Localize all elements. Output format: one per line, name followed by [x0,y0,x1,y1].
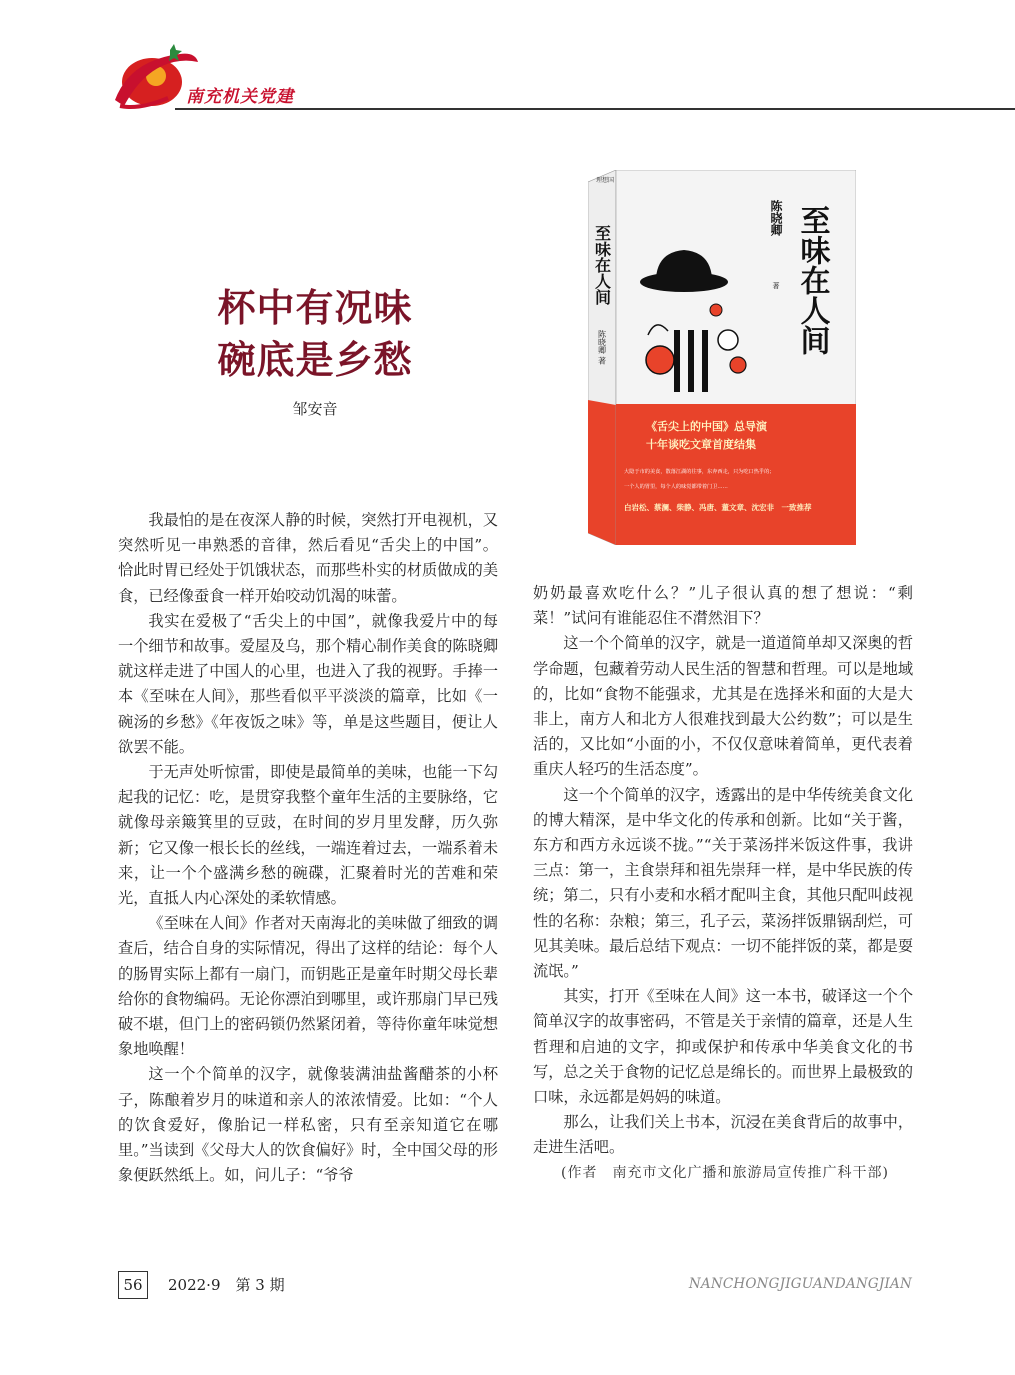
book-blurb-line-1: 大隐于市的美食，散落江湖的往事，东奔西走，只为吃口热乎的； [624,469,775,475]
article-paragraph: 这一个个简单的汉字，透露出的是中华传统美食文化的博大精深，是中华文化的传承和创新。比如“关于酱，东方和西方永远谈不拢。”“关于菜汤拌米饭这件事，我讲三点：第一，主食崇拜和祖先崇拜一样，是中华民族的传统；第二，只有小麦和水稻才配叫主食，其他只配叫歧视性的名称：杂粮；第三，孔子云，菜汤拌饭鼎锅刮烂，可见其美味。最后总结下观点：一切不能拌饭的菜，都是耍流氓。” [533,785,913,981]
article-paragraph: 这一个个简单的汉字，就是一道道简单却又深奥的哲学命题，包藏着劳动人民生活的智慧和哲理。可以是地域的，比如“食物不能强求，尤其是在选择米和面的大是大非上，南方人和北方人很难找到最大公约数”；可以是生活的，又比如“小面的小，不仅仅意味着简单，更代表着重庆人轻巧的生活态度”。 [533,634,913,779]
article-paragraph: 我最怕的是在夜深人静的时候，突然打开电视机，又突然听见一串熟悉的音律，然后看见“舌尖上的中国”。恰此时胃已经处于饥饿状态，而那些朴实的材质做成的美食，已经像蚕食一样开始咬动饥渴的味蕾。 [118,511,498,605]
book-spine-author: 陈晓卿 著 [597,330,607,365]
header-divider [175,108,1015,110]
page-header [0,0,1015,120]
article-paragraph: 其实，打开《至味在人间》这一本书，破译这一个个简单汉字的故事密码，不管是关于亲情的篇章，还是人生哲理和启迪的文字，抑或保护和传承中华美食文化的书写，总之关于食物的记忆总是绵长的。而世界上最极致的口味，永远都是妈妈的味道。 [533,987,913,1107]
author-credit: (作者 南充市文化广播和旅游局宣传推广科干部) [561,1164,889,1181]
book-banner-line-1: 《舌尖上的中国》总导演 [646,420,767,433]
book-cover-image [588,170,856,545]
article-paragraph: 这一个个简单的汉字，就像装满油盐酱醋茶的小杯子，陈酿着岁月的味道和亲人的浓浓情爱。比如：“个人的饮食爱好，像胎记一样私密，只有至亲知道它在哪里。”当读到《父母大人的饮食偏好》时，全中国父母的形象便跃然纸上。如，问儿子：“爷爷 [118,1065,498,1185]
article-author: 邹安音 [292,400,338,418]
book-front-author: 陈晓卿 [769,200,783,236]
article-paragraph-continued: 奶奶最喜欢吃什么？”儿子很认真的想了想说：“剩菜！”试问有谁能忍住不潸然泪下？ [533,584,913,628]
article-paragraph: 我实在爱极了“舌尖上的中国”，就像我爱片中的每一个细节和故事。爱屋及乌，那个精心制作美食的陈晓卿就这样走进了中国人的心里，也进入了我的视野。手捧一本《至味在人间》，那些看似平平淡淡的篇章，比如《一碗汤的乡愁》《年夜饭之味》等，单是这些题目，便让人欲罢不能。 [118,611,498,756]
article-paragraph: 《至味在人间》作者对天南海北的美味做了细致的调查后，结合自身的实际情况，得出了这样的结论：每个人的肠胃实际上都有一扇门，而钥匙正是童年时期父母长辈给你的食物编码。无论你漂泊到哪里，或许那扇门早已残破不堪，但门上的密码锁仍然紧闭着，等待你童年味觉想象地唤醒！ [118,914,498,1059]
book-spine-title: 至味在人间 [592,225,612,305]
book-front-title: 至味在人间 [794,205,830,355]
book-banner-line-2: 十年谈吃文章首度结集 [646,438,756,451]
article-column-right [533,581,913,1186]
article-paragraph: 那么，让我们关上书本，沉浸在美食背后的故事中，走进生活吧。 [533,1113,913,1157]
article-title-line-1: 杯中有况味 [217,285,413,330]
book-endorsers: 白岩松、蔡澜、柴静、冯唐、董文章、沈宏非 一致推荐 [624,503,812,512]
publication-name: NANCHONGJIGUANDANGJIAN [688,1276,912,1292]
page-number: 56 [118,1271,148,1299]
article-title-block [190,282,440,419]
article-column-left [118,508,498,1188]
article-title-line-2: 碗底是乡愁 [217,337,413,382]
issue-info: 2022·9 第 3 期 [168,1276,285,1294]
brand-title: 南充机关党建 [186,87,294,107]
book-front-author-suffix: 著 [772,282,780,289]
book-blurb-line-2: 一个人的胃里，每个人的味觉都带着门卫…… [624,484,728,490]
book-spine-band [588,400,616,545]
book-publisher: 理想国 [596,177,615,184]
article-paragraph: 于无声处听惊雷，即使是最简单的美味，也能一下勾起我的记忆：吃，是贯穿我整个童年生活的主要脉络，它就像母亲簸箕里的豆豉，在时间的岁月里发酵，历久弥新；它又像一根长长的丝线，一端连着过去，一端系着未来，让一个个盛满乡愁的碗碟，汇聚着时光的苦难和荣光，直抵人内心深处的柔软情感。 [118,763,498,908]
